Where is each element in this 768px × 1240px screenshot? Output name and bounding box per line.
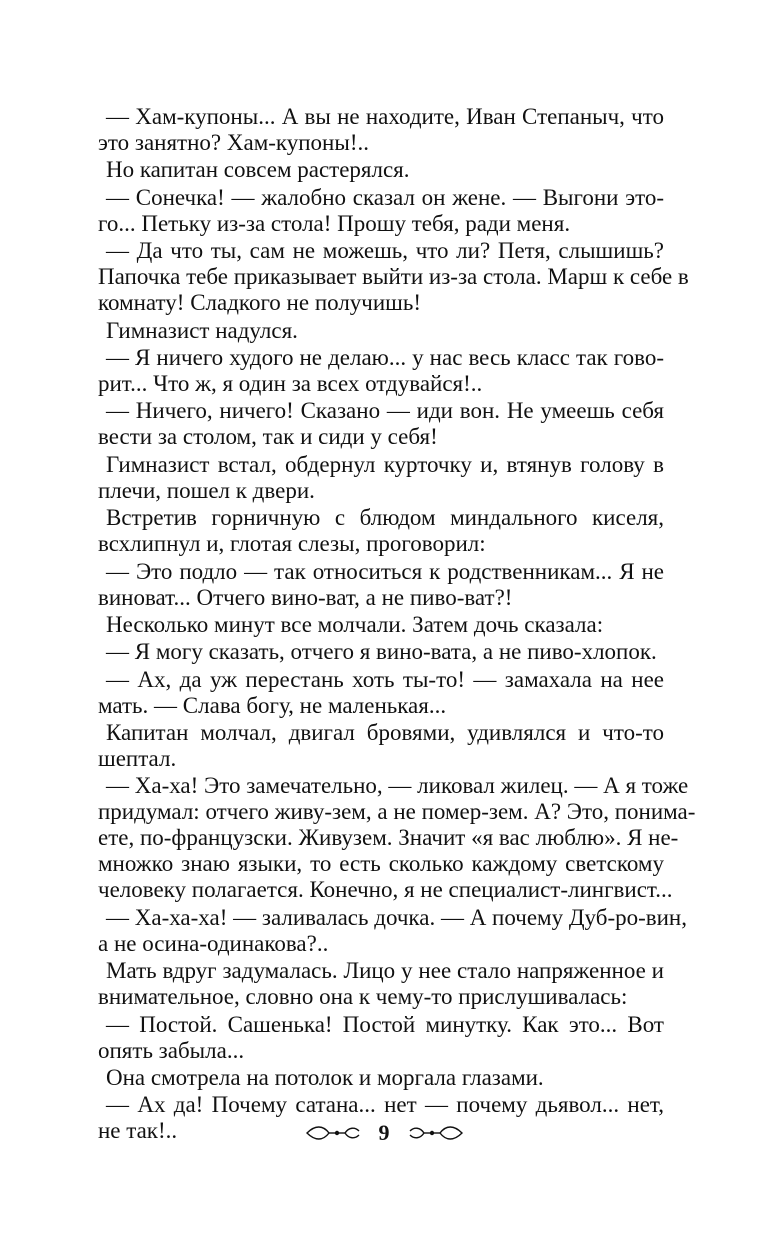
paragraph <box>98 1012 664 1064</box>
text-line: — Ха-ха-ха! — заливалась дочка. — А почему Дуб-ро-вин, <box>106 904 687 930</box>
paragraph <box>98 505 664 557</box>
text-line: Гимназист надулся. <box>106 317 298 343</box>
text-line: — Ах да! Почему сатана... нет — почему дьявол... нет, <box>106 1092 664 1118</box>
text-line: Но капитан совсем растерялся. <box>106 157 410 183</box>
paragraph <box>98 559 664 611</box>
text-line: — Постой. Сашенька! Постой минутку. Как это... Вот <box>106 1011 664 1037</box>
paragraph <box>98 1065 664 1091</box>
right-floral-ornament-icon <box>408 1121 464 1145</box>
text-line: Она смотрела на потолок и моргала глазами. <box>106 1065 544 1091</box>
text-line: го... Петьку из-за стола! Прошу тебя, ради меня. <box>98 210 571 236</box>
text-line: — Это подло — так относиться к родственникам... Я не <box>106 558 664 584</box>
text-line: придумал: отчего живу-зем, а не помер-зем. А? Это, понима- <box>98 799 696 825</box>
paragraph <box>98 104 664 156</box>
text-line: Гимназист встал, обдернул курточку и, втянув голову в <box>106 451 664 477</box>
text-line: множко знаю языки, то есть сколько каждому светскому <box>98 851 664 877</box>
paragraph <box>98 773 696 903</box>
paragraph <box>98 958 664 1010</box>
paragraph <box>98 157 664 183</box>
text-line: всхлипнул и, глотая слезы, проговорил: <box>98 531 486 557</box>
text-line: — Сонечка! — жалобно сказал он жене. — Выгони это- <box>106 184 664 210</box>
paragraph <box>98 612 664 638</box>
text-line: Встретив горничную с блюдом миндального киселя, <box>106 505 664 531</box>
text-line: это занятно? Хам-купоны!.. <box>98 130 369 155</box>
text-line: Несколько минут все молчали. Затем дочь сказала: <box>106 611 604 637</box>
paragraph <box>98 318 664 344</box>
text-line: — Я могу сказать, отчего я вино-вата, а не пиво-хлопок. <box>106 639 657 665</box>
paragraph <box>98 398 664 450</box>
text-line: Капитан молчал, двигал бровями, удивлялся и что-то <box>106 720 664 746</box>
page-footer <box>0 1118 768 1148</box>
text-line: плечи, пошел к двери. <box>98 477 315 503</box>
text-line: а не осина-одинакова?.. <box>98 930 329 956</box>
paragraph <box>98 238 689 316</box>
text-line: — Ах, да уж перестань хоть ты-то! — замахала на нее <box>106 666 664 692</box>
text-line: вести за столом, так и сиди у себя! <box>98 424 438 450</box>
text-line: человеку полагается. Конечно, я не специалист-лингвист... <box>98 877 673 903</box>
text-line: — Ничего, ничего! Сказано — иди вон. Не умеешь себя <box>106 398 664 424</box>
paragraph <box>98 185 664 237</box>
page-body <box>98 104 696 1146</box>
text-line: — Да что ты, сам не можешь, что ли? Петя, слышишь? <box>106 238 664 264</box>
paragraph <box>98 667 664 719</box>
text-line: ете, по-французски. Живузем. Значит «я вас люблю». Я не- <box>98 825 679 851</box>
text-line: опять забыла... <box>98 1037 245 1063</box>
text-line: — Ха-ха! Это замечательно, — ликовал жилец. — А я тоже <box>106 773 689 799</box>
text-line: не так!.. <box>98 1118 178 1144</box>
paragraph <box>98 720 664 772</box>
text-line: — Я ничего худого не делаю... у нас весь класс так гово- <box>106 344 664 370</box>
text-line: виноват... Отчего вино-ват, а не пиво-ват?! <box>98 584 513 610</box>
text-line: Мать вдруг задумалась. Лицо у нее стало напряженное и <box>106 958 664 984</box>
paragraph <box>98 345 664 397</box>
text-line: комнату! Сладкого не получишь! <box>98 290 422 316</box>
text-line: — Хам-купоны... А вы не находите, Иван Степаныч, что <box>106 104 664 129</box>
paragraph <box>98 452 664 504</box>
text-line: Папочка тебе приказывает выйти из-за стола. Марш к себе в <box>98 264 689 290</box>
left-floral-ornament-icon <box>305 1121 361 1145</box>
text-line: рит... Что ж, я один за всех отдувайся!.. <box>98 370 483 396</box>
paragraph <box>98 904 687 957</box>
paragraph <box>98 639 664 665</box>
text-line: мать. — Слава богу, не маленькая... <box>98 692 447 718</box>
text-line: внимательное, словно она к чему-то прислушивалась: <box>98 984 628 1010</box>
page-number: 9 <box>378 1120 390 1145</box>
text-line: шептал. <box>98 746 177 772</box>
